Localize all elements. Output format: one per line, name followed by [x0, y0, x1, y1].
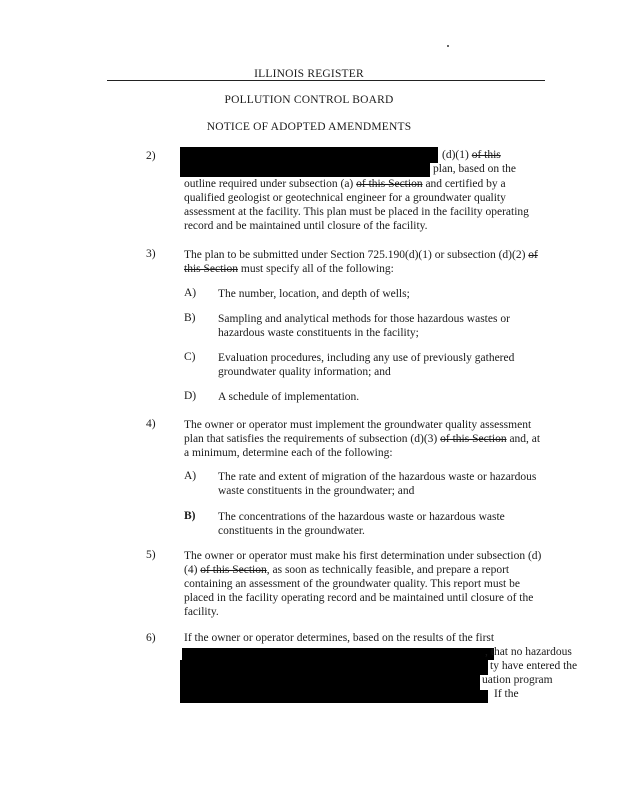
scan-speck: [447, 45, 449, 47]
item-number: 5): [146, 549, 156, 561]
subitem-letter: C): [184, 351, 196, 363]
item-2-line2: plan, based on the: [433, 163, 517, 175]
item-6-line4: uation program: [482, 674, 553, 686]
subitem-text: Sampling and analytical methods for those hazardous wastes or hazardous waste constituents in the facility;: [218, 313, 510, 339]
item-number: 6): [146, 632, 156, 644]
redaction-block: [180, 147, 438, 163]
item-6-line5: If the: [494, 688, 519, 700]
item-2-line1: (d)(1) of this: [442, 149, 501, 161]
item-3-body: The plan to be submitted under Section 725.190(d)(1) or subsection (d)(2) of this Section must specify all of the following:: [184, 249, 538, 275]
item-6-line2: , that no hazardous: [485, 646, 572, 658]
register-title: ILLINOIS REGISTER: [254, 68, 364, 80]
item-4-body: The owner or operator must implement the groundwater quality assessment plan that satisfies the requirements of subsection (d)(3) of this Section and, at a minimum, determine each of the following:: [184, 419, 541, 459]
subitem-letter: B): [184, 510, 196, 522]
redaction-block: [180, 163, 430, 177]
redaction-block: [182, 648, 494, 660]
subitem-letter: B): [184, 312, 196, 324]
notice-title: NOTICE OF ADOPTED AMENDMENTS: [206, 121, 412, 133]
item-6-line1: If the owner or operator determines, based on the results of the first: [184, 632, 495, 644]
item-2-body: outline required under subsection (a) of this Section and certified by a qualified geologist or geotechnical engineer for a groundwater quality assessment at the facility. This plan must be placed in the facility operating record and be maintained until closure of the facility.: [184, 178, 529, 232]
subitem-letter: D): [184, 390, 197, 402]
item-5-body: The owner or operator must make his first determination under subsection (d)(4) of this Section, as soon as technically feasible, and prepare a report containing an assessment of the groundwater quality. This report must be placed in the facility operating record and be maintained until closure of the facility.: [184, 550, 542, 618]
subitem-letter: A): [184, 470, 197, 482]
board-title: POLLUTION CONTROL BOARD: [224, 94, 394, 106]
redaction-block: [180, 690, 488, 703]
subitem-text: Evaluation procedures, including any use of previously gathered groundwater quality information; and: [218, 352, 515, 378]
subitem-text: The rate and extent of migration of the hazardous waste or hazardous waste constituents in the groundwater; and: [218, 471, 537, 497]
subitem-text: A schedule of implementation.: [218, 391, 360, 403]
item-number: 4): [146, 418, 156, 430]
item-number: 3): [146, 248, 156, 260]
item-number: 2): [146, 150, 156, 162]
subitem-text: The number, location, and depth of wells;: [218, 288, 410, 300]
item-6-line3: ty have entered the: [490, 660, 578, 672]
header-rule: [107, 80, 545, 81]
redaction-block: [180, 660, 488, 675]
redaction-block: [180, 675, 480, 690]
subitem-letter: A): [184, 287, 197, 299]
subitem-text: The concentrations of the hazardous waste or hazardous waste constituents in the groundwater.: [218, 511, 505, 537]
